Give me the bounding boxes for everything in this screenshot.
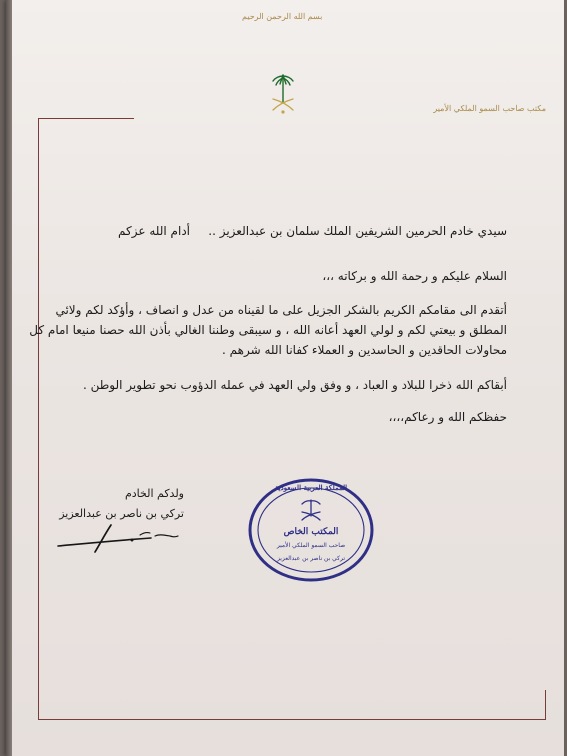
palm-and-swords-icon bbox=[268, 70, 298, 120]
seal-center-text: المكتب الخاص bbox=[283, 527, 339, 537]
frame-border-top bbox=[38, 118, 134, 119]
signature-name: تركي بن ناصر بن عبدالعزيز bbox=[59, 507, 184, 520]
seal-lower-text: صاحب السمو الملكي الأمير bbox=[276, 542, 346, 549]
frame-border-bottom bbox=[38, 719, 546, 720]
salutation: سيدي خادم الحرمين الشريفين الملك سلمان بن عبدالعزيز .. bbox=[208, 224, 507, 238]
signature-icon bbox=[55, 522, 180, 554]
seal-bottom-text: تركي بن ناصر بن عبدالعزيز bbox=[276, 555, 346, 562]
basmala-header: بسم الله الرحمن الرحيم bbox=[242, 12, 323, 21]
paragraph-line: أتقدم الى مقامكم الكريم بالشكر الجزيل على ما لقيناه من عدل و انصاف ، وأؤكد لكم ولائي bbox=[55, 303, 507, 317]
office-heading: مكتب صاحب السمو الملكي الأمير bbox=[433, 104, 546, 113]
frame-border-left bbox=[38, 118, 39, 720]
signature-block bbox=[60, 484, 184, 524]
prayer-paragraph: أبقاكم الله ذخرا للبلاد و العباد ، و وفق ولي العهد في عمله الدؤوب نحو تطوير الوطن . bbox=[82, 378, 507, 392]
paragraph-line: محاولات الحاقدين و الحاسدين و العملاء كفانا الله شرهم . bbox=[222, 343, 507, 357]
official-seal-icon bbox=[246, 476, 376, 584]
salutation-blessing: أدام الله عزكم bbox=[118, 224, 190, 238]
frame-border-right bbox=[545, 690, 546, 720]
paragraph-line: المطلق و بيعتي لكم و لولي العهد أعانه الله ، و سيبقى وطننا الغالي بأذن الله حصنا منيعا امام كل bbox=[29, 323, 507, 337]
paper-edge bbox=[6, 0, 12, 756]
closing-line: حفظكم الله و رعاكم،،،، bbox=[388, 410, 507, 424]
greeting-line: السلام عليكم و رحمة الله و بركاته ،،، bbox=[322, 269, 507, 283]
signature-title: ولدكم الخادم bbox=[124, 487, 184, 500]
seal-top-text: المملكة العربية السعودية bbox=[274, 483, 348, 492]
